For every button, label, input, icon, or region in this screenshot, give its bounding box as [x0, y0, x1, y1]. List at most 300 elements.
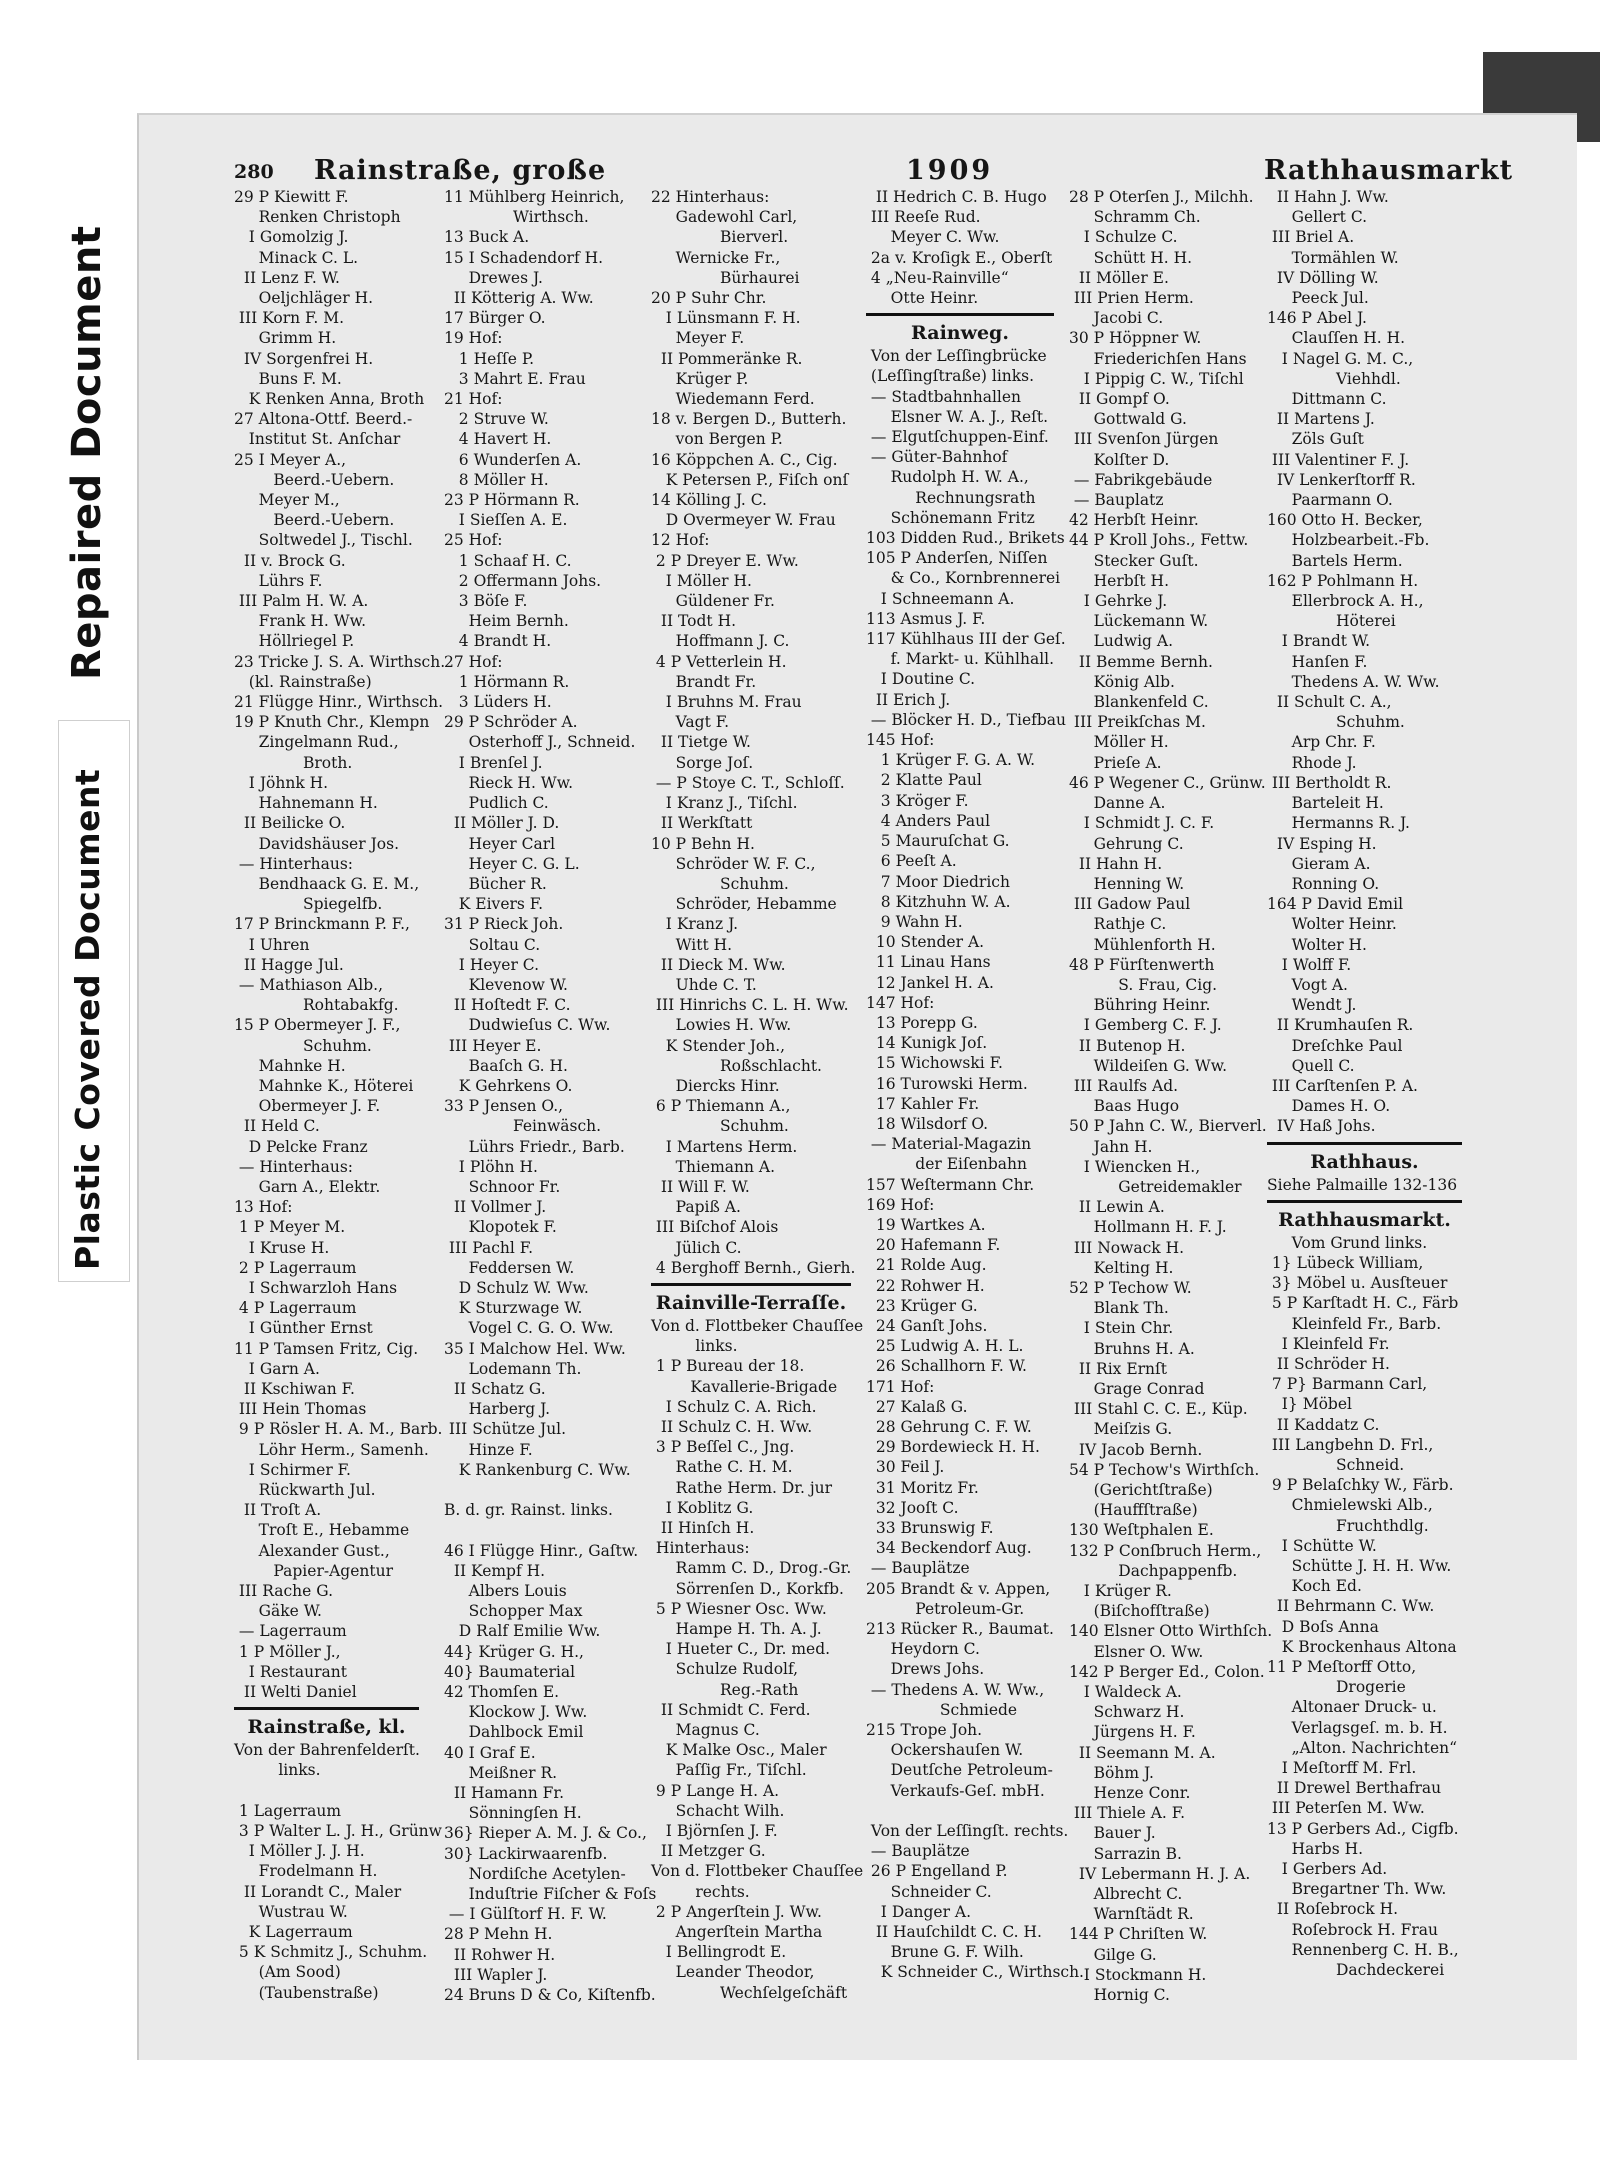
- directory-entry: Clauſſen H. H.: [1267, 329, 1406, 348]
- directory-entry: Kleinfeld Fr., Barb.: [1267, 1314, 1442, 1333]
- directory-entry: Zingelmann Rud.,: [234, 733, 399, 752]
- directory-entry: Bartels Herm.: [1267, 551, 1403, 570]
- directory-entry: Gieram A.: [1267, 854, 1371, 873]
- directory-entry: Jahn H.: [1069, 1137, 1153, 1156]
- directory-entry: Hornig C.: [1069, 1986, 1170, 2005]
- directory-entry: 7 Moor Diedrich: [866, 872, 1010, 891]
- directory-entry: — Hinterhaus:: [234, 854, 354, 873]
- directory-entry: Albrecht C.: [1069, 1885, 1183, 1904]
- directory-entry: 11 Linau Hans: [866, 953, 991, 972]
- directory-entry: III Raulfs Ad.: [1069, 1076, 1179, 1095]
- directory-entry: 11 Mühlberg Heinrich,: [444, 188, 625, 206]
- section-divider: [234, 1707, 419, 1710]
- directory-entry: 19 P Knuth Chr., Klempn: [234, 713, 430, 732]
- directory-entry: 3 P Beſſel C., Jng.: [651, 1438, 795, 1457]
- directory-entry: 144 P Chriſten W.: [1069, 1925, 1208, 1944]
- directory-entry: 42 Herbſt Heinr.: [1069, 511, 1199, 530]
- directory-page: [137, 113, 1577, 2060]
- directory-entry: Schnoor Fr.: [444, 1177, 561, 1196]
- directory-entry: I Brenſel J.: [444, 753, 543, 772]
- directory-entry: Von d. Flottbeker Chauſſee: [651, 1862, 864, 1881]
- directory-entry: 18 v. Bergen D., Butterh.: [651, 410, 847, 429]
- directory-entry: Stecker Guſt.: [1069, 551, 1199, 570]
- directory-entry: Heyer C. G. L.: [444, 854, 580, 873]
- directory-entry: II Möller E.: [1069, 268, 1169, 287]
- directory-entry: 40} Baumaterial: [444, 1662, 576, 1681]
- directory-entry: 12 Jankel H. A.: [866, 973, 994, 992]
- section-divider: [1267, 1142, 1462, 1145]
- directory-entry: D Pelcke Franz: [234, 1137, 368, 1156]
- directory-entry: 24 Bruns D & Co, Kiſtenfb.: [444, 1986, 656, 2005]
- directory-entry: II Hahn J. Ww.: [1267, 188, 1389, 206]
- directory-entry: Gilge G.: [1069, 1945, 1157, 1964]
- directory-entry: Thedens A. W. Ww.: [1267, 672, 1440, 691]
- directory-column-2: [444, 187, 657, 2005]
- directory-entry: Soltau C.: [444, 935, 541, 954]
- directory-entry: der Eiſenbahn: [866, 1155, 1027, 1174]
- directory-entry: 28 Gehrung C. F. W.: [866, 1417, 1032, 1436]
- directory-entry: Gehrung C.: [1069, 834, 1184, 853]
- directory-entry: Hampe H. Th. A. J.: [651, 1620, 822, 1639]
- directory-entry: Petroleum-Gr.: [866, 1599, 1025, 1618]
- directory-entry: Krüger P.: [651, 369, 749, 388]
- directory-entry: Deutſche Petroleum-: [866, 1761, 1053, 1780]
- directory-entry: I Gerbers Ad.: [1267, 1860, 1388, 1879]
- directory-entry: II Schatz G.: [444, 1379, 546, 1398]
- directory-entry: II Behrmann C. Ww.: [1267, 1597, 1435, 1616]
- directory-entry: I Sieſſen A. E.: [444, 511, 568, 530]
- section-heading: Rainstraße, kl.: [247, 1716, 406, 1739]
- directory-entry: I Gemberg C. F. J.: [1069, 1016, 1222, 1035]
- directory-entry: Ludwig A.: [1069, 632, 1174, 651]
- directory-entry: 1 P Bureau der 18.: [651, 1357, 805, 1376]
- directory-entry: III Preikſchas M.: [1069, 713, 1206, 732]
- directory-entry: I Kruse H.: [234, 1238, 330, 1257]
- directory-entry: K Petersen P., Fiſch onſ: [651, 470, 849, 489]
- directory-entry: Hoffmann J. C.: [651, 632, 790, 651]
- directory-entry: Schuhm.: [234, 1036, 372, 1055]
- directory-entry: 54 P Techow's Wirthſch.: [1069, 1460, 1260, 1479]
- directory-entry: Bühring Heinr.: [1069, 996, 1211, 1015]
- directory-entry: D Ralf Emilie Ww.: [444, 1622, 601, 1641]
- directory-entry: K Gehrkens O.: [444, 1076, 573, 1095]
- directory-entry: Friederichſen Hans: [1069, 349, 1247, 368]
- directory-entry: II Hedrich C. B. Hugo: [866, 188, 1047, 206]
- directory-entry: I Kranz J., Tiſchl.: [651, 794, 798, 813]
- directory-entry: K Rankenburg C. Ww.: [444, 1460, 631, 1479]
- directory-entry: II Werkſtatt: [651, 814, 753, 833]
- directory-entry: Altonaer Druck- u.: [1267, 1698, 1437, 1717]
- directory-entry: 1 Lagerraum: [234, 1801, 342, 1820]
- directory-entry: Angerſtein Martha: [651, 1923, 823, 1942]
- directory-entry: Vom Grund links.: [1267, 1233, 1428, 1252]
- directory-entry: K Brockenhaus Altona: [1267, 1637, 1457, 1656]
- directory-entry: III Gadow Paul: [1069, 895, 1191, 914]
- directory-entry: 1 Heſſe P.: [444, 349, 535, 368]
- directory-entry: 13 Porepp G.: [866, 1013, 978, 1032]
- directory-entry: 4 Havert H.: [444, 430, 552, 449]
- directory-entry: Höterei: [1267, 612, 1396, 631]
- directory-entry: Mühlenforth H.: [1069, 935, 1216, 954]
- directory-entry: Bierverl.: [651, 228, 789, 247]
- directory-entry: 14 Kunigk Joſ.: [866, 1034, 988, 1053]
- directory-entry: 162 P Pohlmann H.: [1267, 571, 1419, 590]
- directory-entry: 2 Offermann Johs.: [444, 571, 602, 590]
- directory-entry: 1 Hörmann R.: [444, 672, 570, 691]
- directory-entry: 28 P Mehn H.: [444, 1925, 553, 1944]
- directory-entry: Meyer M.,: [234, 491, 340, 510]
- directory-entry: II Dieck M. Ww.: [651, 955, 786, 974]
- directory-entry: 105 P Anderſen, Niſſen: [866, 549, 1048, 568]
- directory-entry: 20 P Suhr Chr.: [651, 289, 767, 308]
- directory-entry: 52 P Techow W.: [1069, 1278, 1192, 1297]
- directory-entry: Schuhm.: [1267, 713, 1405, 732]
- directory-entry: I Stein Chr.: [1069, 1319, 1174, 1338]
- section-heading: Rathhaus.: [1310, 1150, 1419, 1173]
- directory-entry: [444, 1520, 634, 1540]
- directory-entry: 4 „Neu-Rainville“: [866, 268, 1009, 287]
- directory-entry: Schönemann Fritz: [866, 508, 1035, 527]
- directory-entry: Dachpappenfb.: [1069, 1561, 1238, 1580]
- directory-entry: „Alton. Nachrichten“: [1267, 1738, 1458, 1757]
- directory-entry: 140 Elsner Otto Wirthſch.: [1069, 1622, 1273, 1641]
- directory-entry: Roſebrock H. Frau: [1267, 1920, 1438, 1939]
- directory-entry: 6 P Thiemann A.,: [651, 1097, 791, 1116]
- directory-entry: 9 Wahn H.: [866, 912, 963, 931]
- directory-entry: Schmiede: [866, 1700, 1018, 1719]
- directory-entry: Sorge Joſ.: [651, 753, 754, 772]
- directory-entry: Böhm J.: [1069, 1763, 1154, 1782]
- directory-entry: Schulze Rudolf,: [651, 1660, 799, 1679]
- directory-entry: Jülich C.: [651, 1238, 742, 1257]
- directory-entry: Schuhm.: [651, 874, 789, 893]
- directory-entry: Hanſen F.: [1267, 652, 1368, 671]
- directory-entry: Beerd.-Uebern.: [234, 470, 395, 489]
- directory-entry: Reg.-Rath: [651, 1680, 799, 1699]
- directory-entry: 18 Wilsdorf O.: [866, 1114, 989, 1133]
- directory-entry: Gottwald G.: [1069, 410, 1187, 429]
- directory-entry: D Boſs Anna: [1267, 1617, 1379, 1636]
- directory-entry: 29 P Schröder A.: [444, 713, 578, 732]
- directory-entry: Henze Conr.: [1069, 1784, 1191, 1803]
- directory-entry: 130 Weſtphalen E.: [1069, 1521, 1214, 1540]
- directory-entry: Beerd.-Uebern.: [234, 511, 395, 530]
- directory-entry: 29 Bordewieck H. H.: [866, 1438, 1040, 1457]
- directory-entry: Getreidemakler: [1069, 1177, 1242, 1196]
- directory-entry: Lührs F.: [234, 571, 323, 590]
- directory-entry: 4 Anders Paul: [866, 811, 991, 830]
- directory-entry: 23 Krüger G.: [866, 1296, 978, 1315]
- directory-entry: 2 Struve W.: [444, 410, 549, 429]
- directory-entry: Meiſzis G.: [1069, 1420, 1173, 1439]
- directory-entry: 1 P Meyer M.: [234, 1218, 346, 1237]
- directory-entry: Klopotek F.: [444, 1218, 557, 1237]
- directory-entry: I Doutine C.: [866, 670, 976, 689]
- directory-entry: Paarmann O.: [1267, 491, 1393, 510]
- directory-entry: III Wapler J.: [444, 1965, 548, 1984]
- directory-entry: K Schneider C., Wirthsch.: [866, 1963, 1084, 1982]
- directory-entry: 14 Kölling J. C.: [651, 491, 767, 510]
- directory-entry: Papier-Agentur: [234, 1561, 393, 1580]
- directory-entry: Ellerbrock A. H.,: [1267, 592, 1424, 611]
- directory-entry: II Möller J. D.: [444, 814, 560, 833]
- directory-entry: Broth.: [234, 753, 353, 772]
- directory-entry: 31 P Rieck Joh.: [444, 915, 564, 934]
- directory-entry: III Korn F. M.: [234, 309, 345, 328]
- section-heading: Rathhausmarkt.: [1278, 1208, 1451, 1231]
- directory-entry: I Martens Herm.: [651, 1137, 798, 1156]
- directory-entry: 10 P Behn H.: [651, 834, 755, 853]
- directory-entry: Wustrau W.: [234, 1902, 348, 1921]
- directory-entry: Baas Hugo: [1069, 1097, 1180, 1116]
- directory-entry: Wechſelgeſchäft: [651, 1983, 848, 2002]
- directory-entry: Schütt H. H.: [1069, 248, 1193, 267]
- directory-entry: Oeljchläger H.: [234, 289, 374, 308]
- directory-entry: I Schütte W.: [1267, 1536, 1377, 1555]
- directory-entry: Obermeyer J. F.: [234, 1097, 381, 1116]
- directory-entry: 3} Möbel u. Ausſteuer: [1267, 1274, 1448, 1293]
- directory-entry: (Hauffſtraße): [1069, 1501, 1198, 1520]
- directory-entry: Meyer C. Ww.: [866, 228, 1000, 247]
- directory-entry: Bregartner Th. Ww.: [1267, 1880, 1447, 1899]
- directory-entry: Bruhns H. A.: [1069, 1339, 1195, 1358]
- directory-entry: Rennenberg C. H. B.,: [1267, 1940, 1459, 1959]
- directory-entry: Nordiſche Acetylen-: [444, 1864, 626, 1883]
- directory-entry: [234, 1781, 419, 1801]
- directory-entry: — Blöcker H. D., Tiefbau: [866, 710, 1066, 729]
- directory-entry: Spiegelfb.: [234, 895, 383, 914]
- directory-entry: Bauer J.: [1069, 1824, 1156, 1843]
- directory-entry: 21 Flügge Hinr., Wirthsch.: [234, 693, 444, 712]
- directory-entry: 26 Schallhorn F. W.: [866, 1357, 1027, 1376]
- directory-entry: Rohtabakfg.: [234, 996, 399, 1015]
- directory-entry: [866, 1801, 1054, 1821]
- directory-entry: Danne A.: [1069, 794, 1166, 813]
- directory-entry: links.: [234, 1761, 321, 1780]
- directory-entry: 2 P Dreyer E. Ww.: [651, 551, 799, 570]
- directory-entry: III Prien Herm.: [1069, 289, 1194, 308]
- directory-entry: Sörrenſen D., Korkfb.: [651, 1579, 844, 1598]
- directory-entry: Peeck Jul.: [1267, 289, 1369, 308]
- directory-entry: Koch Ed.: [1267, 1577, 1362, 1596]
- directory-entry: Induſtrie Fiſcher & Foſs: [444, 1885, 657, 1904]
- directory-entry: II Hinſch H.: [651, 1519, 755, 1537]
- directory-entry: 9 P Rösler H. A. M., Barb.: [234, 1420, 443, 1439]
- directory-entry: Ockershauſen W.: [866, 1741, 1024, 1760]
- directory-entry: II Hoſtedt F. C.: [444, 996, 571, 1015]
- directory-entry: 113 Asmus J. F.: [866, 609, 986, 628]
- directory-entry: 5 K Schmitz J., Schuhm.: [234, 1943, 428, 1962]
- directory-entry: (Taubenstraße): [234, 1983, 379, 2002]
- directory-entry: Gellert C.: [1267, 208, 1368, 227]
- directory-entry: Gäke W.: [234, 1602, 322, 1621]
- directory-entry: Holzbearbeit.-Fb.: [1267, 531, 1430, 550]
- directory-entry: — Thedens A. W. Ww.,: [866, 1680, 1045, 1699]
- directory-entry: 34 Beckendorf Aug.: [866, 1539, 1032, 1558]
- directory-entry: 16 Turowski Herm.: [866, 1074, 1028, 1093]
- directory-entry: 117 Kühlhaus III der Geſ.: [866, 630, 1066, 649]
- directory-entry: Von d. Flottbeker Chauſſee: [651, 1316, 864, 1335]
- directory-entry: Papiß A.: [651, 1198, 741, 1217]
- directory-entry: 1} Lübeck William,: [1267, 1253, 1424, 1272]
- directory-entry: I Kranz J.: [651, 915, 739, 934]
- directory-entry: 29 P Kiewitt F.: [234, 188, 349, 206]
- section-heading: Rainville-Terraſſe.: [655, 1291, 847, 1314]
- directory-entry: Von der Bahrenfelderſt.: [234, 1741, 420, 1760]
- directory-entry: 25 Ludwig A. H. L.: [866, 1337, 1024, 1356]
- directory-entry: 44 P Kroll Johs., Fettw.: [1069, 531, 1249, 550]
- directory-entry: — Bauplatz: [1069, 491, 1164, 510]
- directory-entry: I Bruhns M. Frau: [651, 693, 802, 712]
- directory-entry: B. d. gr. Rainst. links.: [444, 1501, 613, 1520]
- directory-entry: I Björnſen J. F.: [651, 1822, 778, 1841]
- directory-entry: I Garn A.: [234, 1359, 320, 1378]
- directory-entry: 22 Rohwer H.: [866, 1276, 985, 1295]
- directory-entry: I Möller H.: [651, 571, 752, 590]
- directory-entry: 50 P Jahn C. W., Bierverl.: [1069, 1117, 1267, 1136]
- directory-entry: IV Sorgenfrei H.: [234, 349, 374, 368]
- directory-entry: II Kötterig A. Ww.: [444, 289, 594, 308]
- directory-entry: Brune G. F. Wilh.: [866, 1943, 1024, 1962]
- directory-entry: — Güter-Bahnhof: [866, 448, 1008, 467]
- directory-entry: 145 Hof:: [866, 731, 935, 750]
- directory-entry: Ramm C. D., Drog.-Gr.: [651, 1559, 852, 1578]
- directory-entry: I Jöhnk H.: [234, 773, 329, 792]
- directory-entry: I Schmidt J. C. F.: [1069, 814, 1215, 833]
- directory-entry: Elsner O. Ww.: [1069, 1642, 1204, 1661]
- directory-entry: I Stockmann H.: [1069, 1965, 1207, 1984]
- directory-entry: 19 Hof:: [444, 329, 503, 348]
- directory-entry: Von der Leſſingſt. rechts.: [866, 1822, 1069, 1841]
- directory-entry: K Eivers F.: [444, 895, 544, 914]
- page-number: 280: [234, 161, 274, 183]
- directory-entry: III Biſchof Alois: [651, 1218, 779, 1237]
- directory-entry: Drewes J.: [444, 268, 543, 287]
- directory-entry: Wolter H.: [1267, 935, 1367, 954]
- directory-entry: Alexander Gust.,: [234, 1541, 390, 1560]
- directory-entry: Roßschlacht.: [651, 1056, 822, 1075]
- directory-entry: IV Lebermann H. J. A.: [1069, 1864, 1251, 1883]
- directory-entry: Schuhm.: [651, 1117, 789, 1136]
- directory-entry: II Tietge W.: [651, 733, 751, 752]
- directory-entry: — Lagerraum: [234, 1622, 347, 1641]
- directory-entry: Güldener Fr.: [651, 592, 775, 611]
- directory-entry: 42 Thomſen E.: [444, 1683, 560, 1702]
- directory-entry: II Held C.: [234, 1117, 320, 1136]
- directory-entry: I Wolff F.: [1267, 955, 1352, 974]
- directory-entry: Schacht Wilh.: [651, 1801, 785, 1820]
- directory-entry: Uhde C. T.: [651, 975, 757, 994]
- directory-entry: II Martens J.: [1267, 410, 1375, 429]
- directory-entry: Hollmann H. F. J.: [1069, 1218, 1227, 1237]
- directory-entry: Blankenfeld C.: [1069, 693, 1209, 712]
- directory-entry: Heyer Carl: [444, 834, 556, 853]
- directory-entry: Kavallerie-Brigade: [651, 1377, 838, 1396]
- directory-entry: I Waldeck A.: [1069, 1683, 1182, 1702]
- directory-entry: 10 Stender A.: [866, 933, 985, 952]
- directory-entry: II Troſt A.: [234, 1501, 322, 1520]
- directory-entry: 21 Hof:: [444, 390, 503, 409]
- directory-entry: I Danger A.: [866, 1902, 972, 1921]
- directory-column-4: [866, 187, 1084, 1983]
- directory-entry: — Mathiason Alb.,: [234, 975, 383, 994]
- directory-entry: II Drewel Berthafrau: [1267, 1779, 1442, 1798]
- directory-entry: Heim Bernh.: [444, 612, 569, 631]
- directory-entry: — Bauplätze: [866, 1559, 970, 1578]
- directory-entry: König Alb.: [1069, 672, 1175, 691]
- directory-entry: Schopper Max: [444, 1602, 583, 1621]
- directory-entry: 46 P Wegener C., Grünw.: [1069, 773, 1266, 792]
- directory-entry: Renken Christoph: [234, 208, 401, 227]
- directory-entry: Vogt A.: [1267, 975, 1348, 994]
- directory-entry: I Heyer C.: [444, 955, 540, 974]
- directory-entry: Magnus C.: [651, 1721, 760, 1740]
- directory-entry: Verkaufs-Geſ. mbH.: [866, 1781, 1045, 1800]
- directory-entry: — Bauplätze: [866, 1842, 970, 1861]
- directory-entry: Thiemann A.: [651, 1157, 776, 1176]
- directory-entry: Harbs H.: [1267, 1839, 1364, 1858]
- directory-entry: Mahnke H.: [234, 1056, 346, 1075]
- directory-entry: 11 P Tamsen Fritz, Cig.: [234, 1339, 419, 1358]
- directory-entry: 19 Wartkes A.: [866, 1215, 986, 1234]
- repaired-document-label: Repaired Document: [64, 225, 110, 680]
- directory-entry: Jürgens H. F.: [1069, 1723, 1196, 1742]
- directory-entry: [444, 1480, 634, 1500]
- directory-entry: 44} Krüger G. H.,: [444, 1642, 584, 1661]
- directory-entry: III Peterſen M. Ww.: [1267, 1799, 1425, 1818]
- directory-entry: Baaſch G. H.: [444, 1056, 568, 1075]
- directory-entry: 3 Lüders H.: [444, 693, 552, 712]
- directory-entry: 9 P Lange H. A.: [651, 1781, 780, 1800]
- directory-entry: 33 Brunswig F.: [866, 1519, 994, 1537]
- directory-entry: 2 P Angerſtein J. Ww.: [651, 1902, 822, 1921]
- directory-entry: Bendhaack G. E. M.,: [234, 874, 420, 893]
- directory-entry: II Lenz F. W.: [234, 268, 340, 287]
- directory-entry: K Lagerraum: [234, 1923, 353, 1942]
- directory-entry: (Gerichtſtraße): [1069, 1481, 1213, 1499]
- section-heading: Rainweg.: [911, 322, 1009, 345]
- directory-entry: 27 Kalaß G.: [866, 1397, 968, 1416]
- directory-entry: Feddersen W.: [444, 1258, 575, 1277]
- directory-entry: IV Haß Johs.: [1267, 1117, 1376, 1136]
- directory-entry: 20 Hafemann F.: [866, 1236, 1001, 1255]
- section-divider: [866, 313, 1054, 316]
- directory-entry: 4 Brandt H.: [444, 632, 552, 651]
- directory-entry: Hinze F.: [444, 1440, 533, 1459]
- directory-entry: Witt H.: [651, 935, 733, 954]
- directory-entry: 31 Moritz Fr.: [866, 1478, 979, 1497]
- directory-entry: Garn A., Elektr.: [234, 1177, 381, 1196]
- directory-column-6: [1267, 187, 1462, 1980]
- directory-entry: 8 Möller H.: [444, 470, 549, 489]
- directory-entry: Rückwarth Jul.: [234, 1481, 376, 1499]
- directory-entry: II Seemann M. A.: [1069, 1743, 1216, 1762]
- directory-entry: Bürhaurei: [651, 268, 800, 287]
- directory-entry: I Krüger R.: [1069, 1582, 1172, 1601]
- directory-entry: 4 P Lagerraum: [234, 1299, 357, 1318]
- directory-entry: II Metzger G.: [651, 1842, 766, 1861]
- directory-entry: II Schmidt C. Ferd.: [651, 1700, 811, 1719]
- directory-entry: Dahlbock Emil: [444, 1723, 584, 1742]
- directory-entry: I} Möbel: [1267, 1395, 1352, 1414]
- directory-entry: II Lorandt C., Maler: [234, 1882, 402, 1901]
- directory-entry: K Sturzwage W.: [444, 1299, 583, 1318]
- directory-entry: Grage Conrad: [1069, 1379, 1205, 1398]
- directory-entry: (Am Sood): [234, 1963, 341, 1982]
- directory-entry: II Schulz C. H. Ww.: [651, 1417, 813, 1436]
- directory-entry: Vogel C. G. O. Ww.: [444, 1319, 614, 1338]
- directory-entry: Gadewohl Carl,: [651, 208, 798, 227]
